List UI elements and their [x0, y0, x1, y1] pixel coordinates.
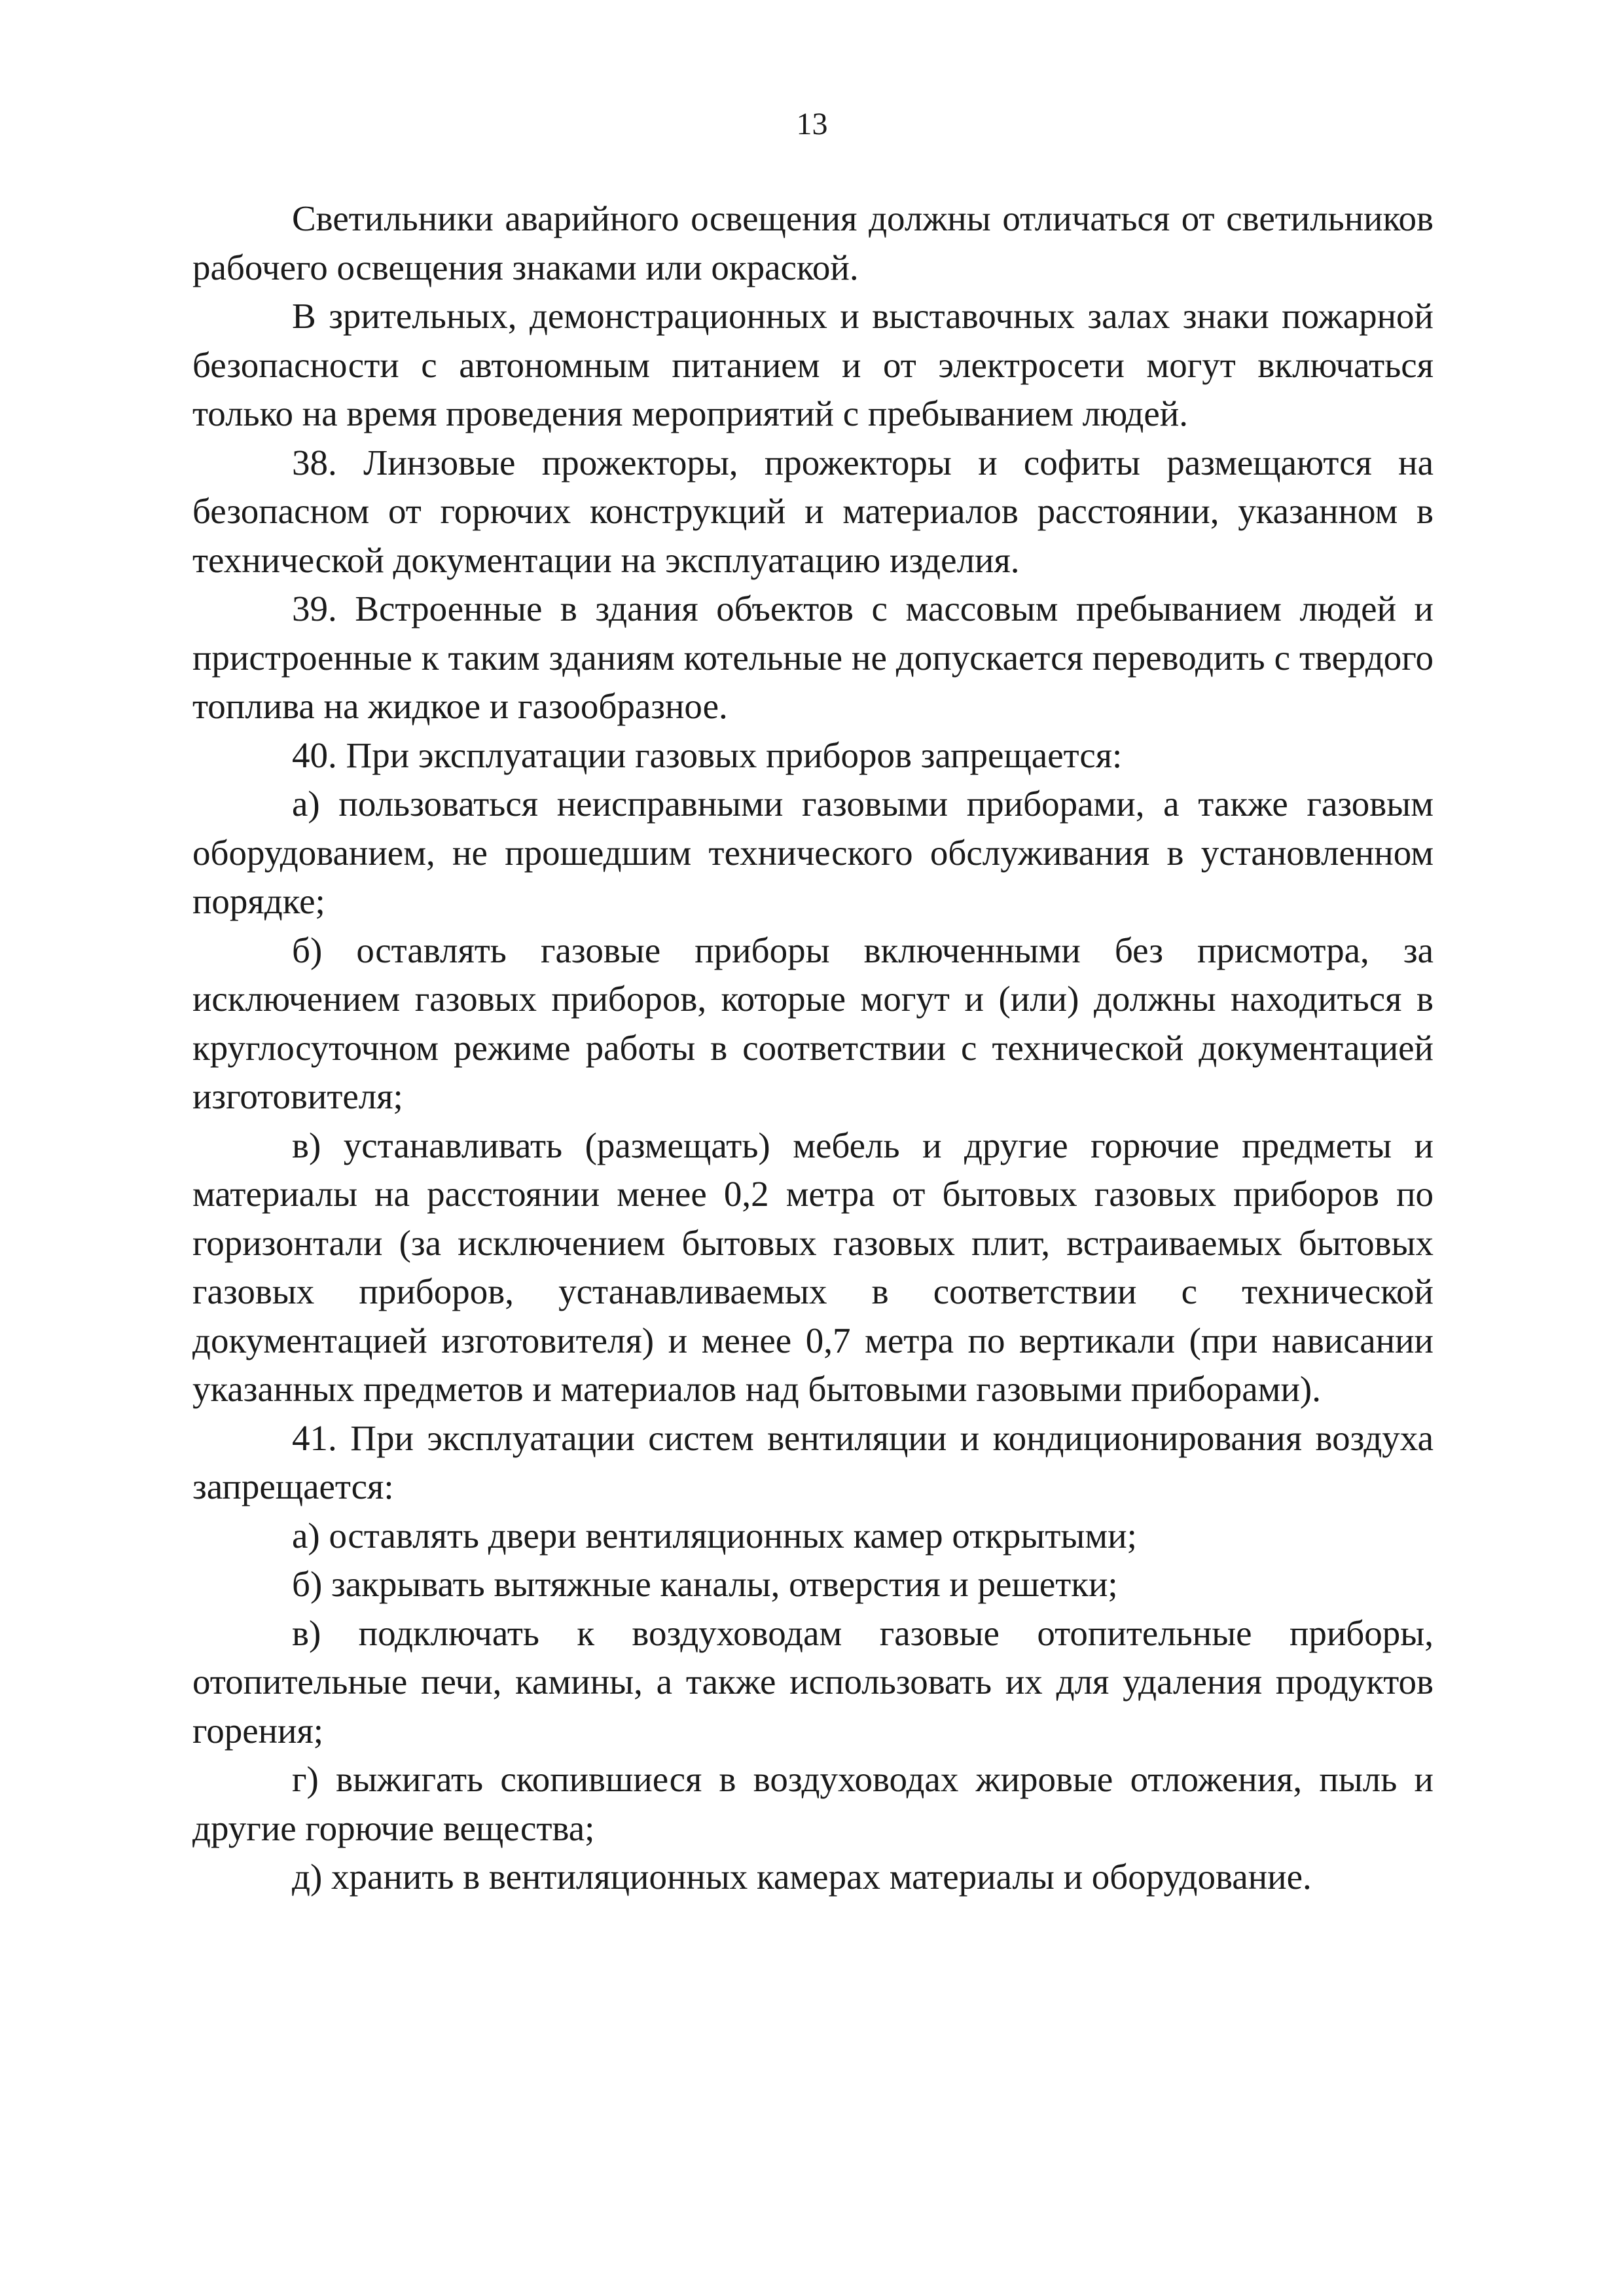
paragraph-item-41-g: г) выжигать скопившиеся в воздуховодах жировые отложения, пыль и другие горючие вещества; — [192, 1759, 1434, 1848]
paragraph-emergency-lighting: Светильники аварийного освещения должны отличаться от светильников рабочего освещения знаками или окраской. — [192, 198, 1434, 287]
paragraph-item-40-v: в) устанавливать (размещать) мебель и другие горючие предметы и материалы на расстоянии менее 0,2 метра от бытовых газовых приборов по горизонтали (за исключением бытовых газовых плит, встраиваемых бытовых газовых приборов, устанавливаемых в соответствии с технической документацией изготовителя) и менее 0,7 метра по вертикали (при нависании указанных предметов и материалов над бытовыми газовыми приборами). — [192, 1125, 1434, 1409]
paragraph-item-41: 41. При эксплуатации систем вентиляции и кондиционирования воздуха запрещается: — [192, 1417, 1434, 1506]
document-body — [192, 194, 1434, 1902]
paragraph-item-41-b: б) закрывать вытяжные каналы, отверстия и решетки; — [292, 1564, 1118, 1604]
paragraph-item-40: 40. При эксплуатации газовых приборов запрещается: — [292, 735, 1123, 775]
paragraph-item-38: 38. Линзовые прожекторы, прожекторы и софиты размещаются на безопасном от горючих конструкций и материалов расстоянии, указанном в технической документации на эксплуатацию изделия. — [192, 442, 1434, 580]
page-number: 13 — [796, 107, 828, 141]
paragraph-item-41-v: в) подключать к воздуховодам газовые отопительные приборы, отопительные печи, камины, а также использовать их для удаления продуктов горения; — [192, 1613, 1434, 1751]
paragraph-item-41-d: д) хранить в вентиляционных камерах материалы и оборудование. — [292, 1857, 1312, 1897]
paragraph-item-40-a: а) пользоваться неисправными газовыми приборами, а также газовым оборудованием, не прошедшим технического обслуживания в установленном порядке; — [192, 784, 1434, 921]
paragraph-fire-safety-signs: В зрительных, демонстрационных и выставочных залах знаки пожарной безопасности с автономным питанием и от электросети могут включаться только на время проведения мероприятий с пребыванием людей. — [192, 296, 1434, 433]
paragraph-item-41-a: а) оставлять двери вентиляционных камер открытыми; — [292, 1515, 1137, 1556]
paragraph-item-40-b: б) оставлять газовые приборы включенными без присмотра, за исключением газовых приборов, которые могут и (или) должны находиться в круглосуточном режиме работы в соответствии с технической документацией изготовителя; — [192, 930, 1434, 1116]
paragraph-item-39: 39. Встроенные в здания объектов с массовым пребыванием людей и пристроенные к таким зданиям котельные не допускается переводить с твердого топлива на жидкое и газообразное. — [192, 589, 1434, 726]
